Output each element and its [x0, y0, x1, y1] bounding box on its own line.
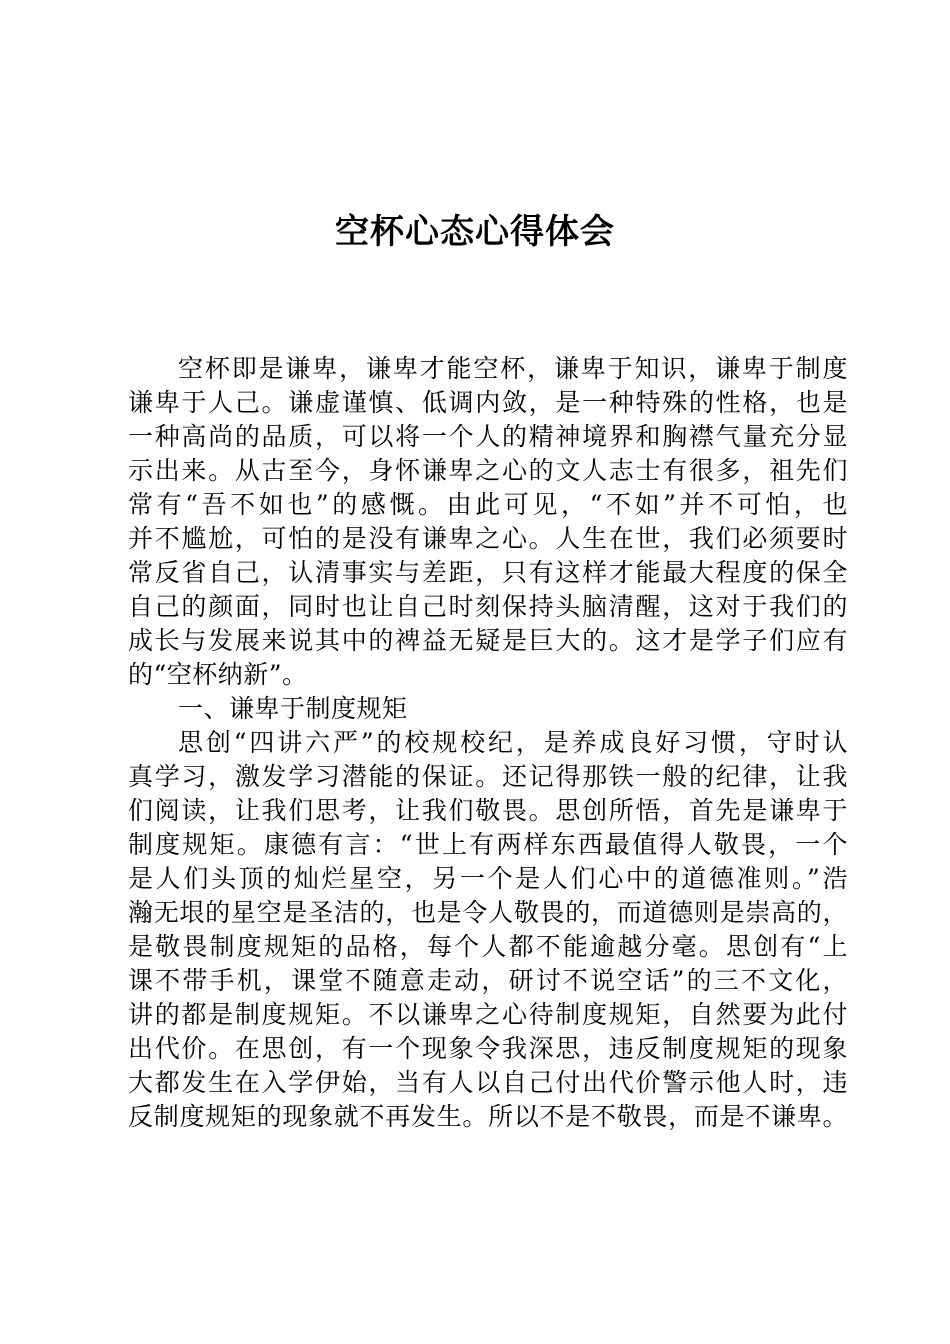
- paragraph-line: 常有“吾不如也”的感慨。由此可见，“不如”并不可怕，也: [128, 490, 848, 519]
- paragraph-line: 一种高尚的品质，可以将一个人的精神境界和胸襟气量充分显: [128, 422, 848, 451]
- paragraph-line: 常反省自己，认清事实与差距，只有这样才能最大程度的保全: [128, 558, 848, 587]
- paragraph-line: 大都发生在入学伊始，当有人以自己付出代价警示他人时，违: [128, 1068, 848, 1097]
- paragraph-line: 制度规矩。康德有言：“世上有两样东西最值得人敬畏，一个: [128, 830, 848, 859]
- section-heading: 一、谦卑于制度规矩: [178, 694, 408, 723]
- paragraph-line: 们阅读，让我们思考，让我们敬畏。思创所悟，首先是谦卑于: [128, 796, 848, 825]
- paragraph-line: 并不尴尬，可怕的是没有谦卑之心。人生在世，我们必须要时: [128, 524, 848, 553]
- paragraph-line: 自己的颜面，同时也让自己时刻保持头脑清醒，这对于我们的: [128, 592, 848, 621]
- paragraph-line: 是敬畏制度规矩的品格，每个人都不能逾越分毫。思创有“上: [128, 932, 848, 961]
- paragraph-line: 谦卑于人己。谦虚谨慎、低调内敛，是一种特殊的性格，也是: [128, 388, 848, 417]
- paragraph-line: 示出来。从古至今，身怀谦卑之心的文人志士有很多，祖先们: [128, 456, 848, 485]
- paragraph-line: 讲的都是制度规矩。不以谦卑之心待制度规矩，自然要为此付: [128, 1000, 848, 1029]
- paragraph-line: 思创“四讲六严”的校规校纪，是养成良好习惯，守时认: [178, 728, 848, 757]
- paragraph-line: 空杯即是谦卑，谦卑才能空杯，谦卑于知识，谦卑于制度: [178, 354, 848, 383]
- paragraph-line: 出代价。在思创，有一个现象令我深思，违反制度规矩的现象: [128, 1034, 848, 1063]
- paragraph-line: 的“空杯纳新”。: [128, 660, 308, 689]
- paragraph-line: 真学习，激发学习潜能的保证。还记得那铁一般的纪律，让我: [128, 762, 848, 791]
- document-title: 空杯心态心得体会: [335, 212, 615, 252]
- paragraph-line: 反制度规矩的现象就不再发生。所以不是不敬畏，而是不谦卑。: [128, 1102, 848, 1131]
- paragraph-line: 课不带手机，课堂不随意走动，研讨不说空话”的三不文化，: [128, 966, 848, 995]
- paragraph-line: 成长与发展来说其中的裨益无疑是巨大的。这才是学子们应有: [128, 626, 848, 655]
- paragraph-line: 是人们头顶的灿烂星空，另一个是人们心中的道德准则。”浩: [128, 864, 848, 893]
- paragraph-line: 瀚无垠的星空是圣洁的，也是令人敬畏的，而道德则是崇高的，: [128, 898, 848, 927]
